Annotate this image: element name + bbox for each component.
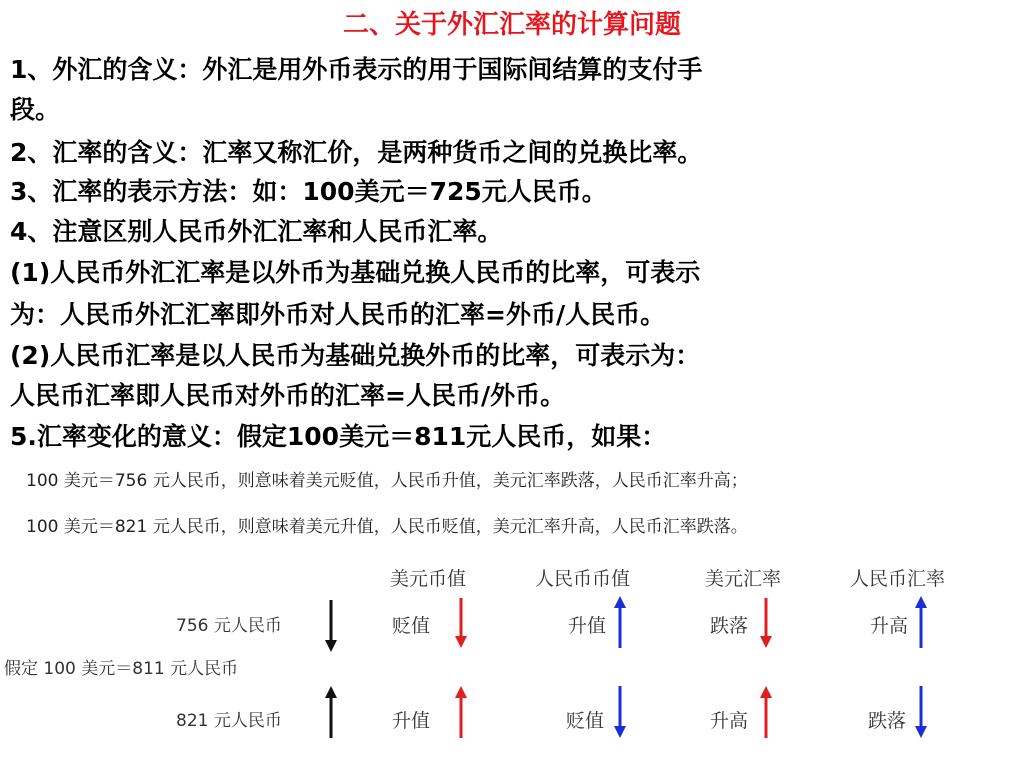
cell-rmb-rate: 升高: [870, 615, 909, 637]
text-line: 5.汇率变化的意义：假定100美元＝811元人民币，如果：: [10, 422, 667, 451]
row-label-821: 821 元人民币: [176, 711, 282, 731]
arrow-down-icon: [322, 598, 340, 654]
text-line: (2)人民币汇率是以人民币为基础兑换外币的比率，可表示为：: [10, 341, 701, 370]
arrow-up-blue-icon: [612, 594, 628, 650]
example-note-appreciate: 100 美元＝821 元人民币，则意味着美元升值，人民币贬值，美元汇率升高，人民币汇率跌落。: [26, 517, 748, 537]
text-line: 3、汇率的表示方法：如：100美元＝725元人民币。: [10, 177, 607, 206]
cell-usd-value: 贬值: [392, 615, 431, 637]
arrow-up-icon: [322, 684, 340, 740]
text-line: 段。: [10, 95, 61, 124]
arrow-up-red-icon: [453, 684, 469, 740]
table-header: 美元币值: [390, 568, 467, 590]
cell-usd-value: 升值: [392, 710, 431, 732]
cell-rmb-rate: 跌落: [868, 710, 907, 732]
exchange-change-table: [0, 556, 1024, 768]
text-line: 人民币汇率即人民币对外币的汇率=人民币/外币。: [10, 381, 566, 410]
arrow-down-blue-icon: [913, 684, 929, 740]
text-line: (1)人民币外汇汇率是以外币为基础兑换人民币的比率，可表示: [10, 258, 701, 287]
row-label-assume: 假定 100 美元＝811 元人民币: [4, 659, 239, 679]
cell-usd-rate: 升高: [710, 710, 749, 732]
table-header: 人民币币值: [535, 568, 631, 590]
arrow-down-red-icon: [758, 596, 774, 650]
cell-rmb-value: 升值: [568, 615, 607, 637]
arrow-down-red-icon: [453, 596, 469, 650]
text-line: 2、汇率的含义：汇率又称汇价，是两种货币之间的兑换比率。: [10, 138, 703, 167]
page-title: 二、关于外汇汇率的计算问题: [342, 10, 681, 40]
arrow-up-blue-icon: [913, 594, 929, 650]
text-line: 4、注意区别人民币外汇汇率和人民币汇率。: [10, 217, 503, 246]
arrow-up-red-icon: [758, 684, 774, 740]
cell-usd-rate: 跌落: [710, 615, 749, 637]
table-header: 人民币汇率: [850, 568, 946, 590]
text-line: 为：人民币外汇汇率即外币对人民币的汇率=外币/人民币。: [10, 300, 666, 329]
cell-rmb-value: 贬值: [566, 710, 605, 732]
text-line: 1、外汇的含义：外汇是用外币表示的用于国际间结算的支付手: [10, 55, 703, 84]
example-note-devalue: 100 美元＝756 元人民币，则意味着美元贬值，人民币升值，美元汇率跌落，人民币汇率升高；: [26, 471, 748, 491]
arrow-down-blue-icon: [612, 684, 628, 740]
table-header: 美元汇率: [705, 568, 782, 590]
row-label-756: 756 元人民币: [176, 616, 282, 636]
